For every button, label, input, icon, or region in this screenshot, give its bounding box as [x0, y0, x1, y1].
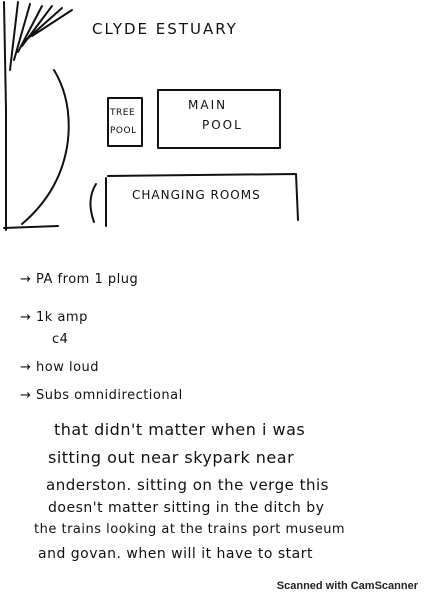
main-pool-label-line1: MAIN [188, 98, 228, 112]
tree-pool-label-line2: POOL [110, 126, 137, 136]
note-amp: → 1k amp [20, 310, 88, 325]
tree-pool-label-line1: TREE [110, 108, 136, 118]
paragraph-line: the trains looking at the trains port museum [34, 522, 346, 537]
paragraph-line: and govan. when will it have to start [38, 546, 313, 562]
changing-rooms-label: CHANGING ROOMS [132, 188, 261, 202]
ground-line [4, 226, 58, 228]
hatching-strokes [4, 2, 72, 110]
tree-pool-box [108, 98, 142, 146]
bracket-mark [90, 184, 96, 222]
note-c4: c4 [52, 332, 69, 347]
paragraph-line: sitting out near skypark near [48, 448, 295, 467]
camscanner-watermark: Scanned with CamScanner [276, 580, 418, 592]
note-pa: → PA from 1 plug [20, 272, 139, 287]
shoreline-curve [22, 70, 69, 224]
main-pool-label-line2: POOL [202, 118, 243, 132]
note-loudness: → how loud [20, 360, 100, 375]
paragraph-line: that didn't matter when i was [54, 420, 306, 439]
paragraph-line: anderston. sitting on the verge this [46, 476, 329, 494]
sketch-title: CLYDE ESTUARY [92, 20, 238, 38]
note-subs: → Subs omnidirectional [20, 388, 183, 403]
paragraph-line: doesn't matter sitting in the ditch by [48, 500, 325, 516]
